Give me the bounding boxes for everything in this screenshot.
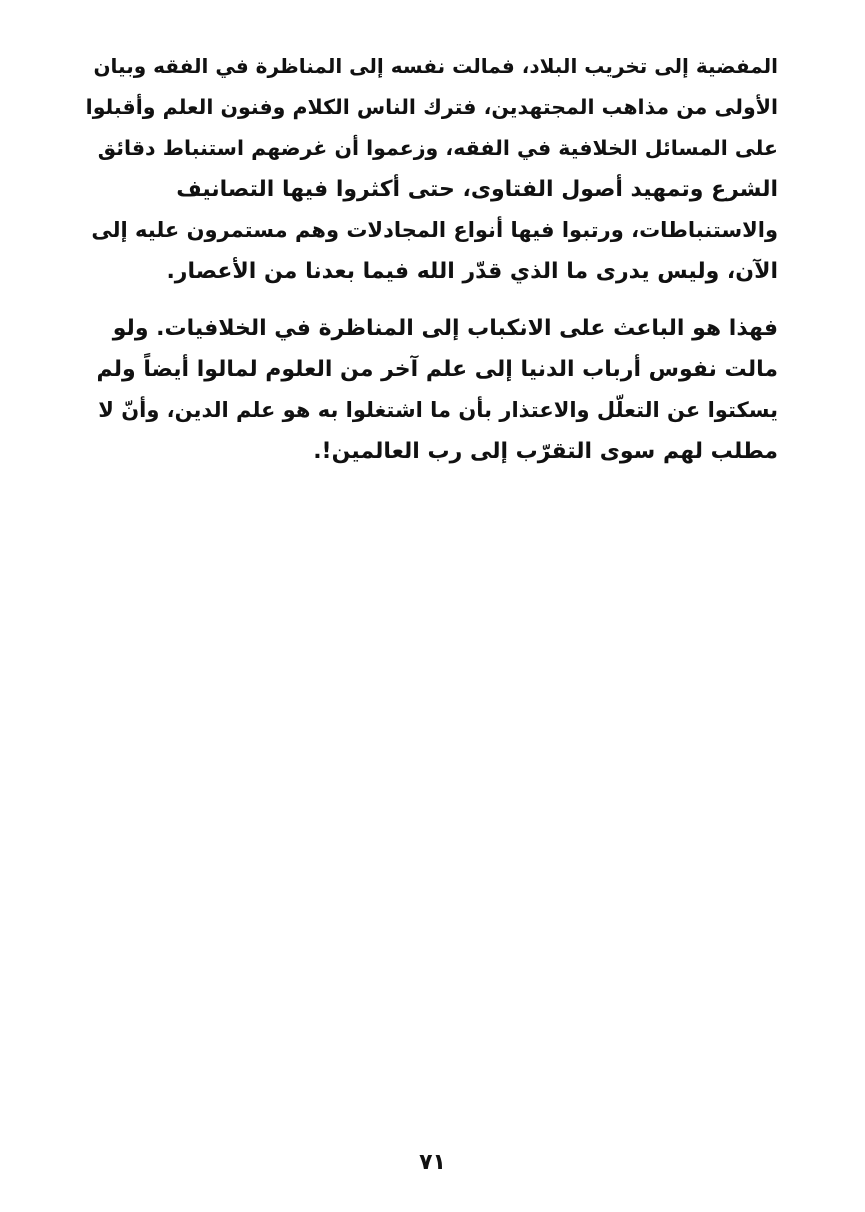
page-body-text: [84, 46, 778, 472]
text-line: على المسائل الخلافية في الفقه، وزعموا أن غرضهم استنباط دقائق: [97, 136, 778, 160]
text-line: يسكتوا عن التعلّل والاعتذار بأن ما اشتغلوا به هو علم الدين، وأنّ لا: [98, 398, 778, 422]
paragraph-1: [84, 46, 778, 292]
text-line: الآن، وليس يدرى ما الذي قدّر الله فيما بعدنا من الأعصار.: [166, 259, 778, 284]
paragraph-2: [84, 308, 778, 472]
text-line: الأولى من مذاهب المجتهدين، فترك الناس الكلام وفنون العلم وأقبلوا: [85, 95, 778, 119]
text-line: مطلب لهم سوى التقرّب إلى رب العالمين!.: [313, 439, 778, 464]
text-line: الشرع وتمهيد أصول الفتاوى، حتى أكثروا فيها التصانيف: [176, 177, 778, 202]
text-line: والاستنباطات، ورتبوا فيها أنواع المجادلات وهم مستمرون عليه إلى: [91, 218, 778, 242]
text-line: مالت نفوس أرباب الدنيا إلى علم آخر من العلوم لمالوا أيضاً ولم: [96, 357, 778, 382]
text-line: المفضية إلى تخريب البلاد، فمالت نفسه إلى المناظرة في الفقه وبيان: [93, 54, 778, 78]
text-line: فهذا هو الباعث على الانكباب إلى المناظرة في الخلافيات. ولو: [112, 316, 778, 341]
page-number: ٧١: [419, 1150, 446, 1175]
